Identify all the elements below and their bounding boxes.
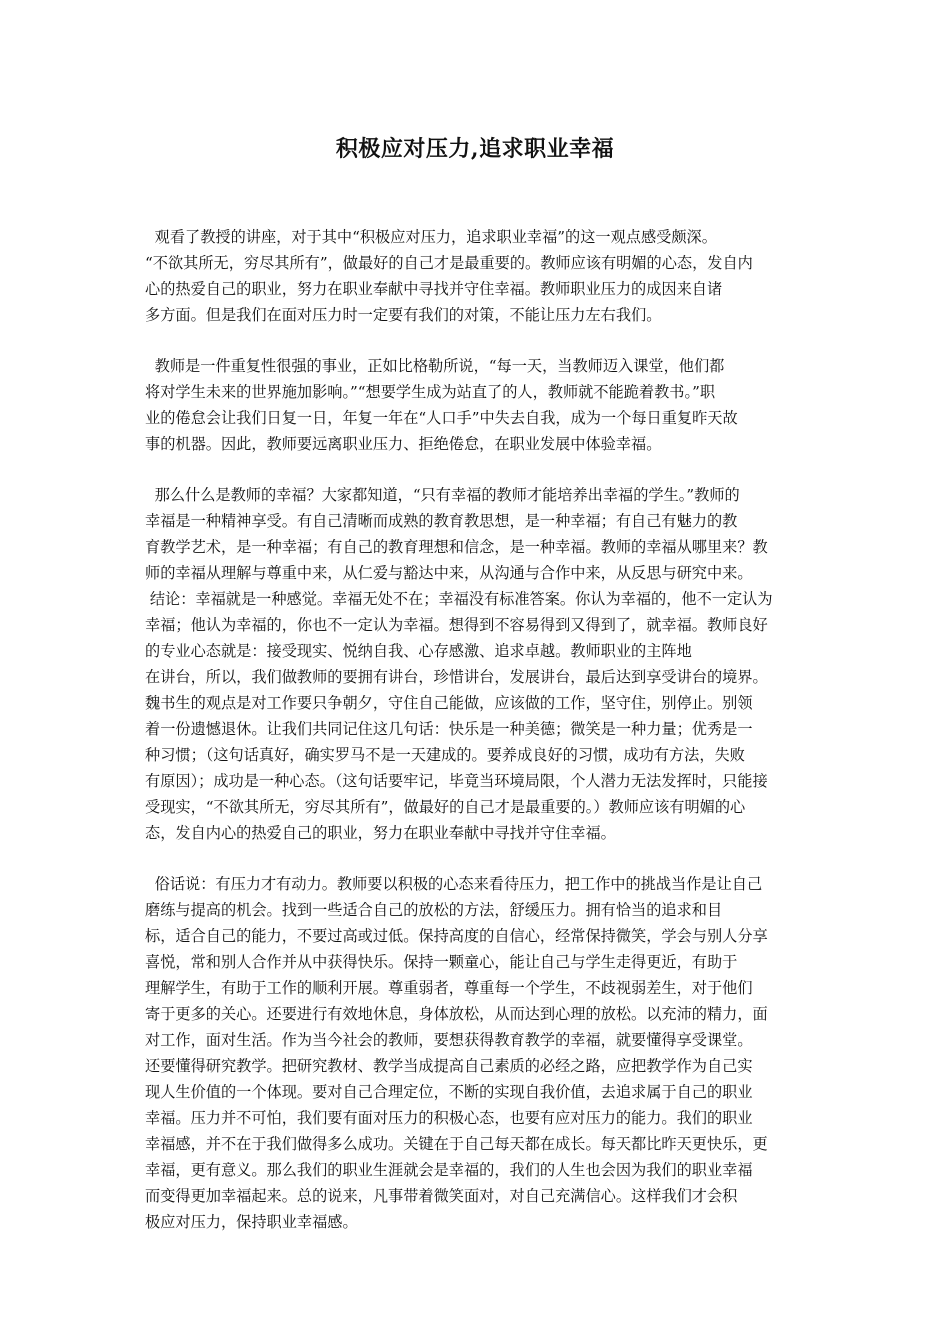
document-body xyxy=(145,224,807,1235)
text-line: 幸福感，并不在于我们做得多么成功。关键在于自己每天都在成长。每天都比昨天更快乐，更 xyxy=(145,1135,768,1153)
paragraph xyxy=(145,482,807,846)
text-line: 而变得更加幸福起来。总的说来，凡事带着微笑面对，对自己充满信心。这样我们才会积 xyxy=(145,1187,738,1205)
text-line: 俗话说：有压力才有动力。教师要以积极的心态来看待压力，把工作中的挑战当作是让自己 xyxy=(145,875,763,893)
text-line: 的专业心态就是：接受现实、悦纳自我、心存感激、追求卓越。教师职业的主阵地 xyxy=(145,642,692,660)
text-line: 师的幸福从理解与尊重中来，从仁爱与豁达中来，从沟通与合作中来，从反思与研究中来。 xyxy=(145,564,753,582)
text-line: “不欲其所无，穷尽其所有”，做最好的自己才是最重要的。教师应该有明媚的心态，发自内 xyxy=(145,254,753,272)
text-line: 受现实，“不欲其所无，穷尽其所有”，做最好的自己才是最重要的。）教师应该有明媚的心 xyxy=(145,798,746,816)
text-line: 那么什么是教师的幸福？大家都知道，“只有幸福的教师才能培养出幸福的学生。”教师的 xyxy=(145,486,740,504)
text-line: 寄于更多的关心。还要进行有效地休息，身体放松，从而达到心理的放松。以充沛的精力，面 xyxy=(145,1005,768,1023)
text-line: 观看了教授的讲座，对于其中“积极应对压力，追求职业幸福”的这一观点感受颇深。 xyxy=(145,228,717,246)
text-line: 教师是一件重复性很强的事业，正如比格勒所说，“每一天，当教师迈入课堂，他们都 xyxy=(145,357,725,375)
text-line: 着一份遗憾退休。让我们共同记住这几句话：快乐是一种美德；微笑是一种力量；优秀是一 xyxy=(145,720,753,738)
text-line: 极应对压力，保持职业幸福感。 xyxy=(145,1213,358,1231)
document-title: 积极应对压力,追求职业幸福 xyxy=(335,136,615,162)
text-line: 育教学艺术，是一种幸福；有自己的教育理想和信念，是一种幸福。教师的幸福从哪里来？教 xyxy=(145,538,768,556)
text-line: 幸福是一种精神享受。有自己清晰而成熟的教育教思想，是一种幸福；有自己有魅力的教 xyxy=(145,512,738,530)
text-line: 多方面。但是我们在面对压力时一定要有我们的对策，不能让压力左右我们。 xyxy=(145,306,662,324)
text-line: 态，发自内心的热爱自己的职业，努力在职业奉献中寻找并守住幸福。 xyxy=(145,824,616,842)
text-line: 有原因）；成功是一种心态。（这句话要牢记，毕竟当环境局限，个人潜力无法发挥时，只能接 xyxy=(145,772,768,790)
text-line: 幸福。压力并不可怕，我们要有面对压力的积极心态，也要有应对压力的能力。我们的职业 xyxy=(145,1109,753,1127)
paragraph-gap xyxy=(145,846,807,871)
text-line: 对工作，面对生活。作为当今社会的教师，要想获得教育教学的幸福，就要懂得享受课堂。 xyxy=(145,1031,753,1049)
text-line: 幸福；他认为幸福的，你也不一定认为幸福。想得到不容易得到又得到了，就幸福。教师良好 xyxy=(145,616,768,634)
paragraph-gap xyxy=(145,457,807,482)
text-line: 种习惯；（这句话真好，确实罗马不是一天建成的。要养成良好的习惯，成功有方法，失败 xyxy=(145,746,745,764)
text-line: 将对学生未来的世界施加影响。”“想要学生成为站直了的人，教师就不能跪着教书。”职 xyxy=(145,383,716,401)
text-line: 喜悦，常和别人合作并从中获得快乐。保持一颗童心，能让自己与学生走得更近，有助于 xyxy=(145,953,738,971)
text-line: 心的热爱自己的职业，努力在职业奉献中寻找并守住幸福。教师职业压力的成因来自诸 xyxy=(145,280,723,298)
text-line: 在讲台，所以，我们做教师的要拥有讲台，珍惜讲台，发展讲台，最后达到享受讲台的境界。 xyxy=(145,668,768,686)
text-line: 事的机器。因此，教师要远离职业压力、拒绝倦怠，在职业发展中体验幸福。 xyxy=(145,435,662,453)
text-line: 魏书生的观点是对工作要只争朝夕，守住自己能做，应该做的工作，坚守住，别停止。别领 xyxy=(145,694,753,712)
paragraph-gap xyxy=(145,328,807,353)
paragraph xyxy=(145,353,807,457)
text-line: 现人生价值的一个体现。要对自己合理定位，不断的实现自我价值，去追求属于自己的职业 xyxy=(145,1083,753,1101)
text-line: 还要懂得研究教学。把研究教材、教学当成提高自己素质的必经之路，应把教学作为自己实 xyxy=(145,1057,753,1075)
text-line: 业的倦怠会让我们日复一日，年复一年在“人口手”中失去自我，成为一个每日重复昨天故 xyxy=(145,409,738,427)
text-line: 磨练与提高的机会。找到一些适合自己的放松的方法，舒缓压力。拥有恰当的追求和目 xyxy=(145,901,723,919)
paragraph xyxy=(145,224,807,328)
paragraph xyxy=(145,871,807,1235)
text-line: 标，适合自己的能力，不要过高或过低。保持高度的自信心，经常保持微笑，学会与别人分享 xyxy=(145,927,768,945)
text-line: 理解学生，有助于工作的顺利开展。尊重弱者，尊重每一个学生，不歧视弱差生，对于他们 xyxy=(145,979,753,997)
text-line: 幸福，更有意义。那么我们的职业生涯就会是幸福的，我们的人生也会因为我们的职业幸福 xyxy=(145,1161,753,1179)
text-line: 结论：幸福就是一种感觉。幸福无处不在；幸福没有标准答案。你认为幸福的，他不一定认为 xyxy=(145,590,773,608)
